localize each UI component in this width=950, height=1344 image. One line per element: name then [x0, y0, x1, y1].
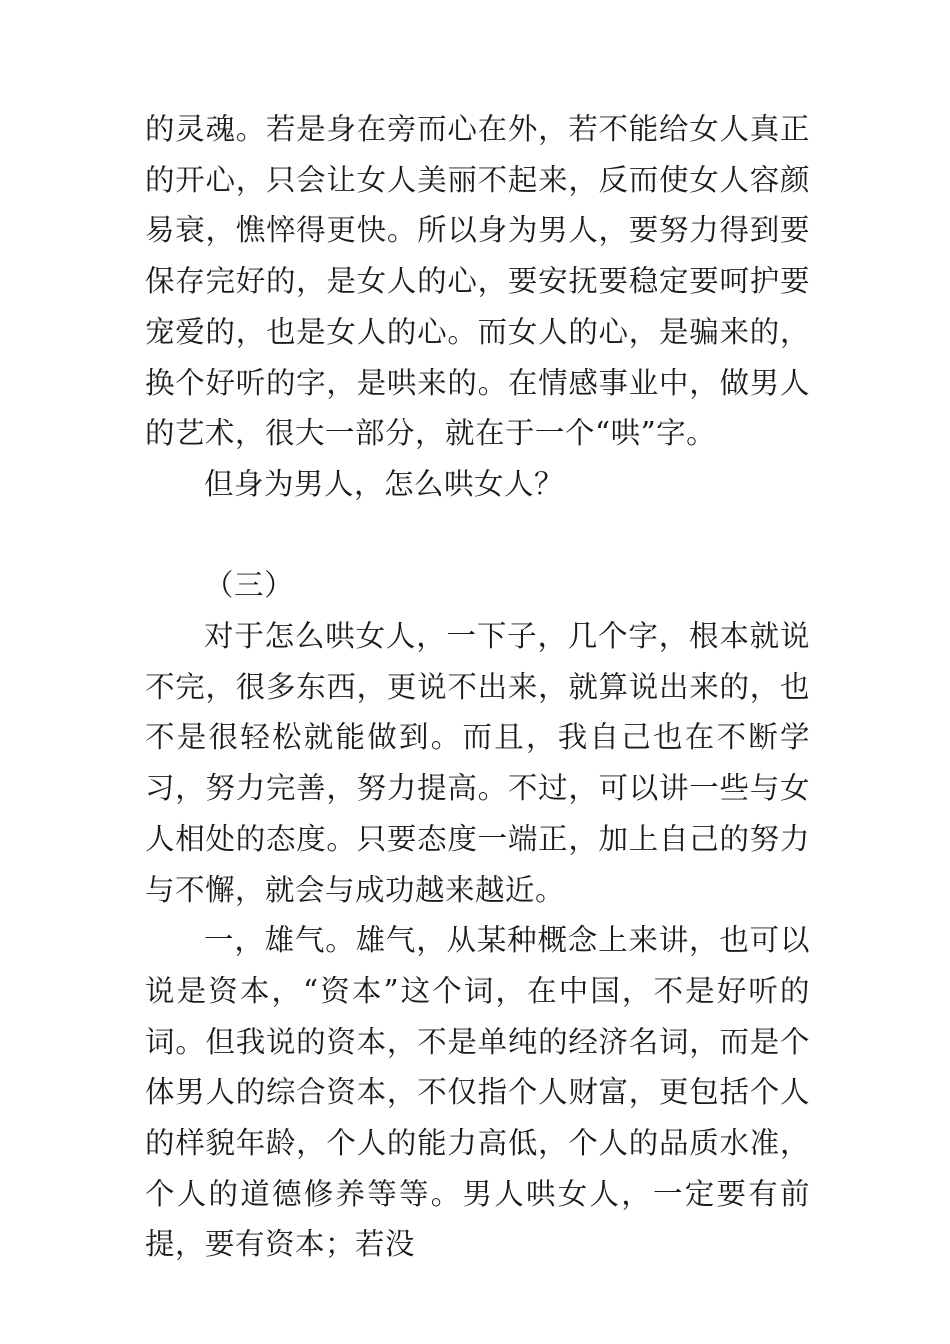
- body-paragraph: 的灵魂。若是身在旁而心在外，若不能给女人真正的开心，只会让女人美丽不起来，反而使女人容颜易衰，憔悴得更快。所以身为男人，要努力得到要保存完好的，是女人的心，要安抚要稳定要呵护要宠爱的，也是女人的心。而女人的心，是骗来的，换个好听的字，是哄来的。在情感事业中，做男人的艺术，很大一部分，就在于一个“哄”字。: [145, 112, 810, 451]
- document-body: [145, 104, 810, 1270]
- section-heading: （三）: [204, 568, 295, 603]
- body-paragraph-question: 但身为男人，怎么哄女人？: [204, 466, 565, 501]
- paragraph-spacer: [145, 510, 810, 561]
- body-paragraph: 对于怎么哄女人，一下子，几个字，根本就说不完，很多东西，更说不出来，就算说出来的，也不是很轻松就能做到。而且，我自己也在不断学习，努力完善，努力提高。不过，可以讲一些与女人相处的态度。只要态度一端正，加上自己的努力与不懈，就会与成功越来越近。: [145, 619, 810, 907]
- body-paragraph: 一，雄气。雄气，从某种概念上来讲，也可以说是资本，“资本”这个词，在中国，不是好听的词。但我说的资本，不是单纯的经济名词，而是个体男人的综合资本，不仅指个人财富，更包括个人的样貌年龄，个人的能力高低，个人的品质水准，个人的道德修养等等。男人哄女人，一定要有前提，要有资本；若没: [145, 923, 810, 1262]
